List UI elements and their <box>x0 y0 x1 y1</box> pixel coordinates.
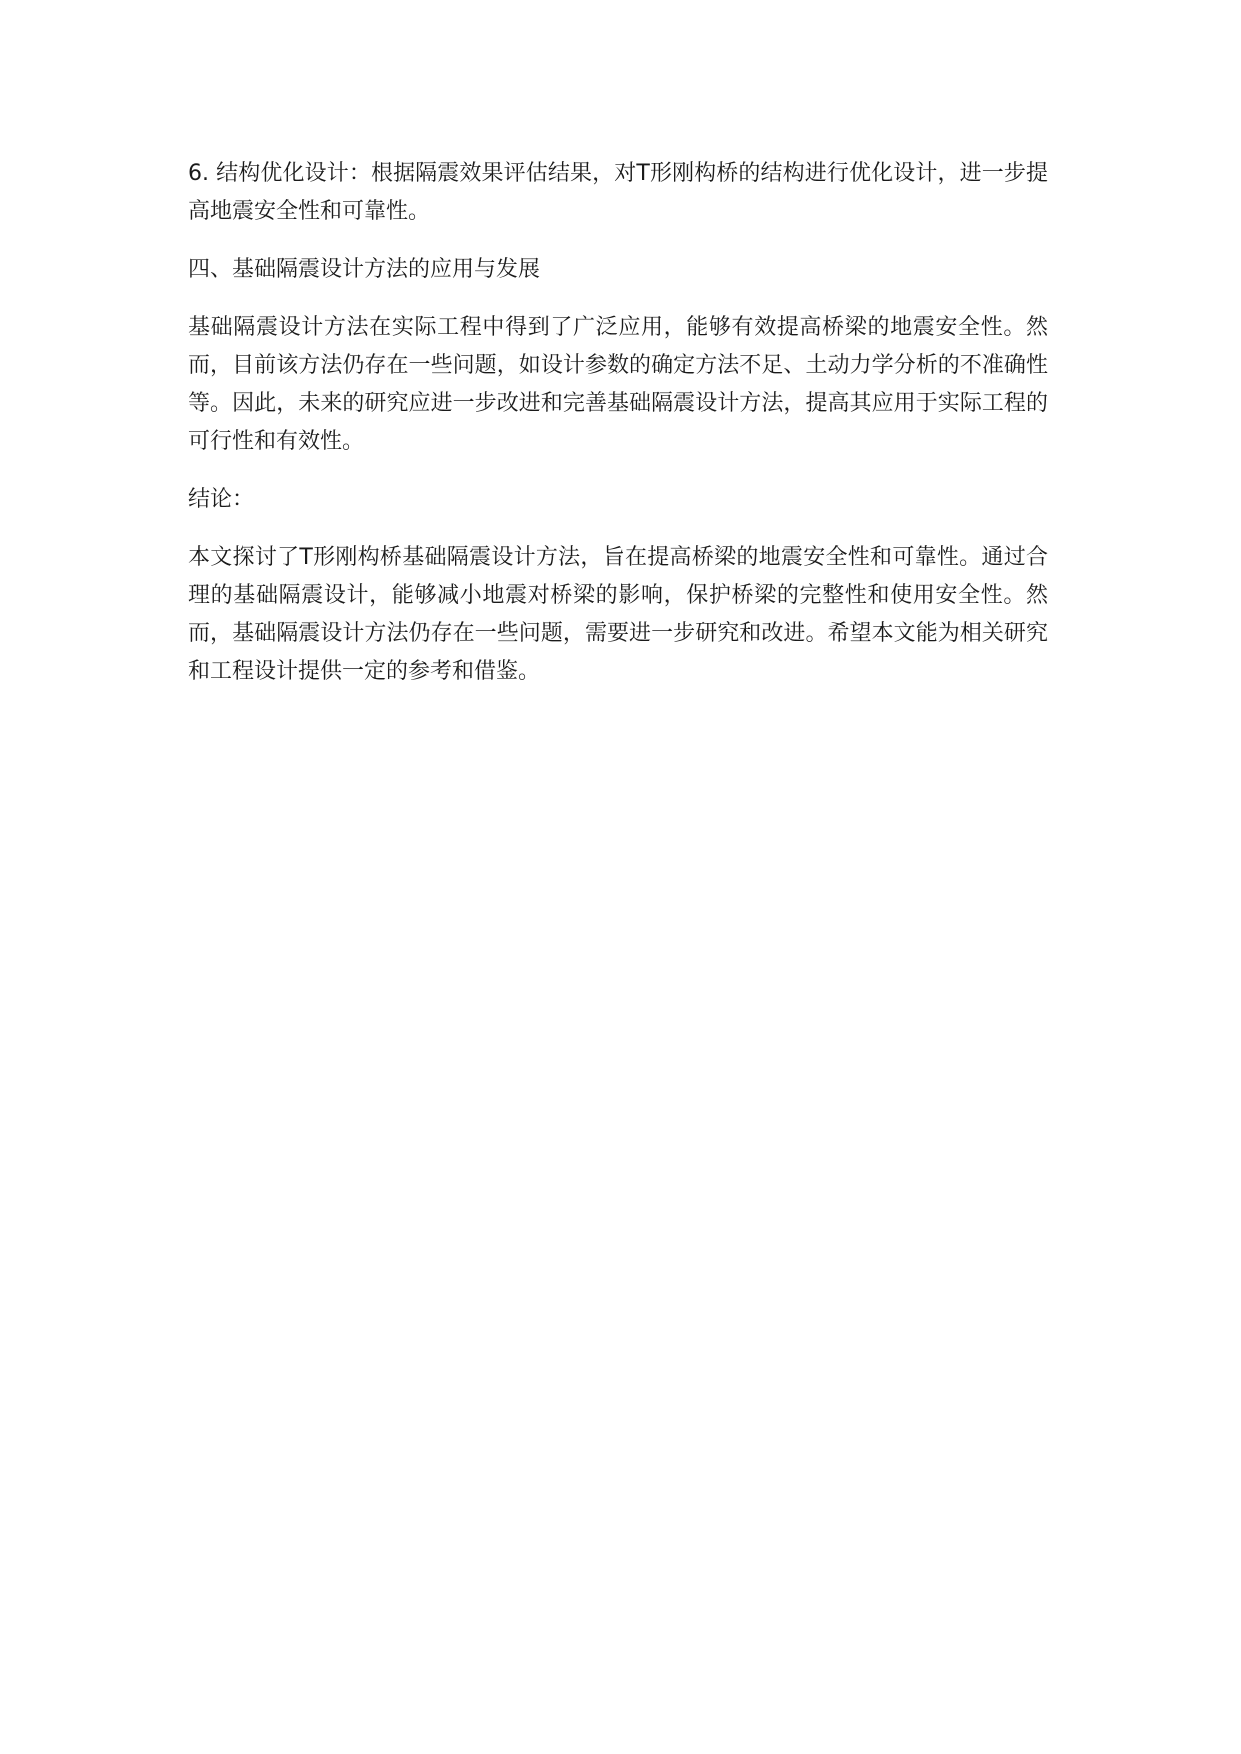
paragraph-section-4: 基础隔震设计方法在实际工程中得到了广泛应用，能够有效提高桥梁的地震安全性。然而，目前该方法仍存在一些问题，如设计参数的确定方法不足、土动力学分析的不准确性等。因此，未来的研究应进一步改进和完善基础隔震设计方法，提高其应用于实际工程的可行性和有效性。 <box>188 315 1048 454</box>
document-body <box>188 155 1048 711</box>
conclusion-heading: 结论： <box>188 487 255 512</box>
paragraph-item-6: 6. 结构优化设计：根据隔震效果评估结果，对T形刚构桥的结构进行优化设计，进一步提高地震安全性和可靠性。 <box>188 161 1048 224</box>
paragraph-conclusion: 本文探讨了T形刚构桥基础隔震设计方法，旨在提高桥梁的地震安全性和可靠性。通过合理的基础隔震设计，能够减小地震对桥梁的影响，保护桥梁的完整性和使用安全性。然而，基础隔震设计方法仍存在一些问题，需要进一步研究和改进。希望本文能为相关研究和工程设计提供一定的参考和借鉴。 <box>188 545 1048 684</box>
section-heading-4: 四、基础隔震设计方法的应用与发展 <box>188 257 541 282</box>
